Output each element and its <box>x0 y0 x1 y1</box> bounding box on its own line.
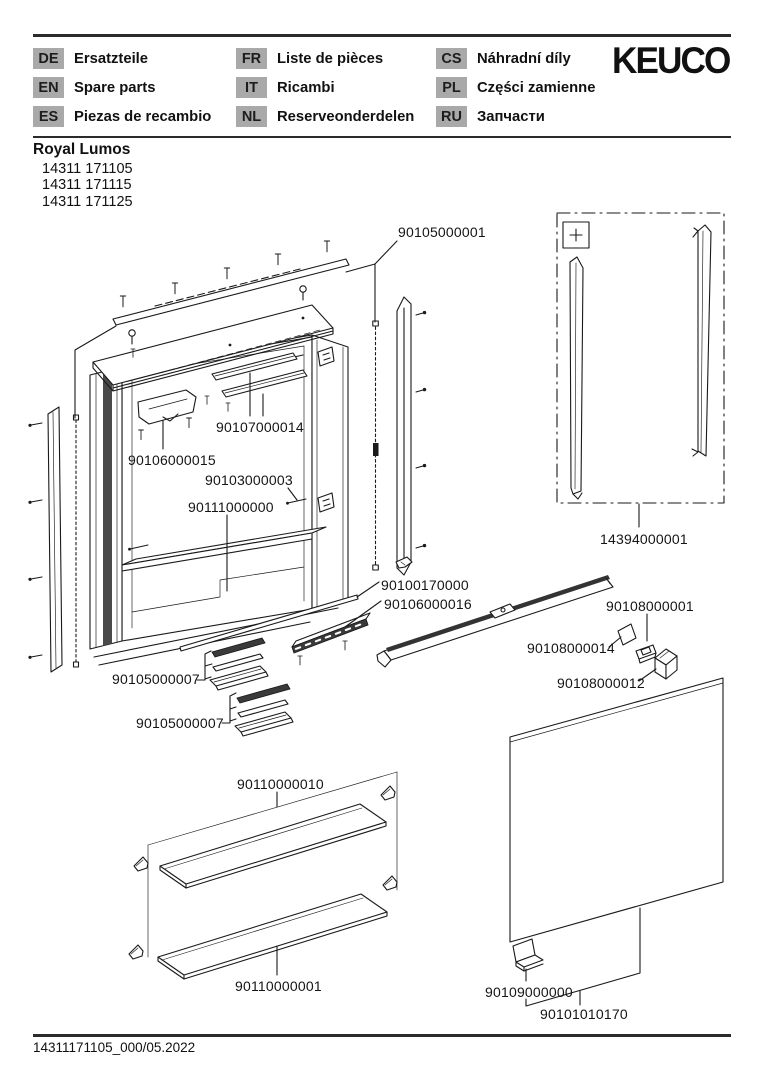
language-code-badge: IT <box>236 77 267 98</box>
part-label: 90109000000 <box>485 984 573 1000</box>
bottom-led-rail <box>292 613 370 665</box>
language-code-badge: CS <box>436 48 467 69</box>
product-title: Royal Lumos <box>33 141 131 158</box>
end-cap <box>396 557 412 568</box>
trim-strip-set <box>210 638 293 736</box>
keuco-logo: KEUCO <box>612 40 730 81</box>
language-label: Ricambi <box>277 79 335 96</box>
right-side-wall <box>312 335 348 609</box>
part-label: 90108000001 <box>606 598 694 614</box>
language-code-badge: ES <box>33 106 64 127</box>
model-number: 14311 171125 <box>42 193 133 210</box>
handle-profile-left <box>570 257 583 499</box>
accessory-kit-box <box>557 213 724 503</box>
part-label: 90110000001 <box>235 978 322 994</box>
model-number: 14311 171115 <box>42 177 132 194</box>
handle-profile-right <box>692 225 711 456</box>
plus-icon <box>563 222 589 248</box>
model-number: 14311 171105 <box>42 161 133 177</box>
language-code-badge: FR <box>236 48 267 69</box>
language-label: Náhradní díly <box>477 50 571 67</box>
part-label: 90100170000 <box>381 577 469 593</box>
part-label: 14394000001 <box>600 531 688 547</box>
language-label: Запчасти <box>477 108 545 125</box>
language-code-badge: NL <box>236 106 267 127</box>
glass-shelf-top <box>160 804 386 888</box>
led-strip-left <box>74 415 79 667</box>
mounting-profile-right <box>397 297 426 575</box>
language-label: Reserveonderdelen <box>277 108 415 125</box>
part-label: 90107000014 <box>216 419 304 435</box>
part-label: 90106000016 <box>384 596 472 612</box>
cover-plate <box>618 624 636 645</box>
part-label: 90111000000 <box>188 499 274 515</box>
footer-rule <box>33 1034 731 1037</box>
document-reference: 14311171105_000/05.2022 <box>33 1040 196 1055</box>
language-label: Ersatzteile <box>74 50 149 67</box>
corner-bracket <box>655 649 677 679</box>
language-code-badge: DE <box>33 48 64 69</box>
left-pillar <box>90 367 122 649</box>
glass-shelf-bottom <box>158 894 387 979</box>
fixing-clip <box>636 645 656 663</box>
light-cornice <box>377 575 613 667</box>
part-label: 90105000007 <box>136 715 224 731</box>
language-label: Spare parts <box>74 79 156 96</box>
door-clip <box>513 939 543 971</box>
language-label: Liste de pièces <box>277 50 384 67</box>
language-code-badge: PL <box>436 77 467 98</box>
part-label: 90110000010 <box>237 776 324 792</box>
language-code-badge: RU <box>436 106 467 127</box>
mirror-door <box>510 678 723 942</box>
part-label: 90103000003 <box>205 472 293 488</box>
part-label: 90108000012 <box>557 675 645 691</box>
part-label: 90106000015 <box>128 452 216 468</box>
language-label: Części zamienne <box>477 79 596 96</box>
language-code-badge: EN <box>33 77 64 98</box>
part-label: 90105000001 <box>398 224 486 240</box>
part-label: 90101010170 <box>540 1006 628 1022</box>
language-label: Piezas de recambio <box>74 108 212 125</box>
part-label: 90105000007 <box>112 671 200 687</box>
led-strip-right <box>373 321 379 570</box>
part-label: 90108000014 <box>527 640 615 656</box>
wall-strip-left <box>28 407 62 672</box>
